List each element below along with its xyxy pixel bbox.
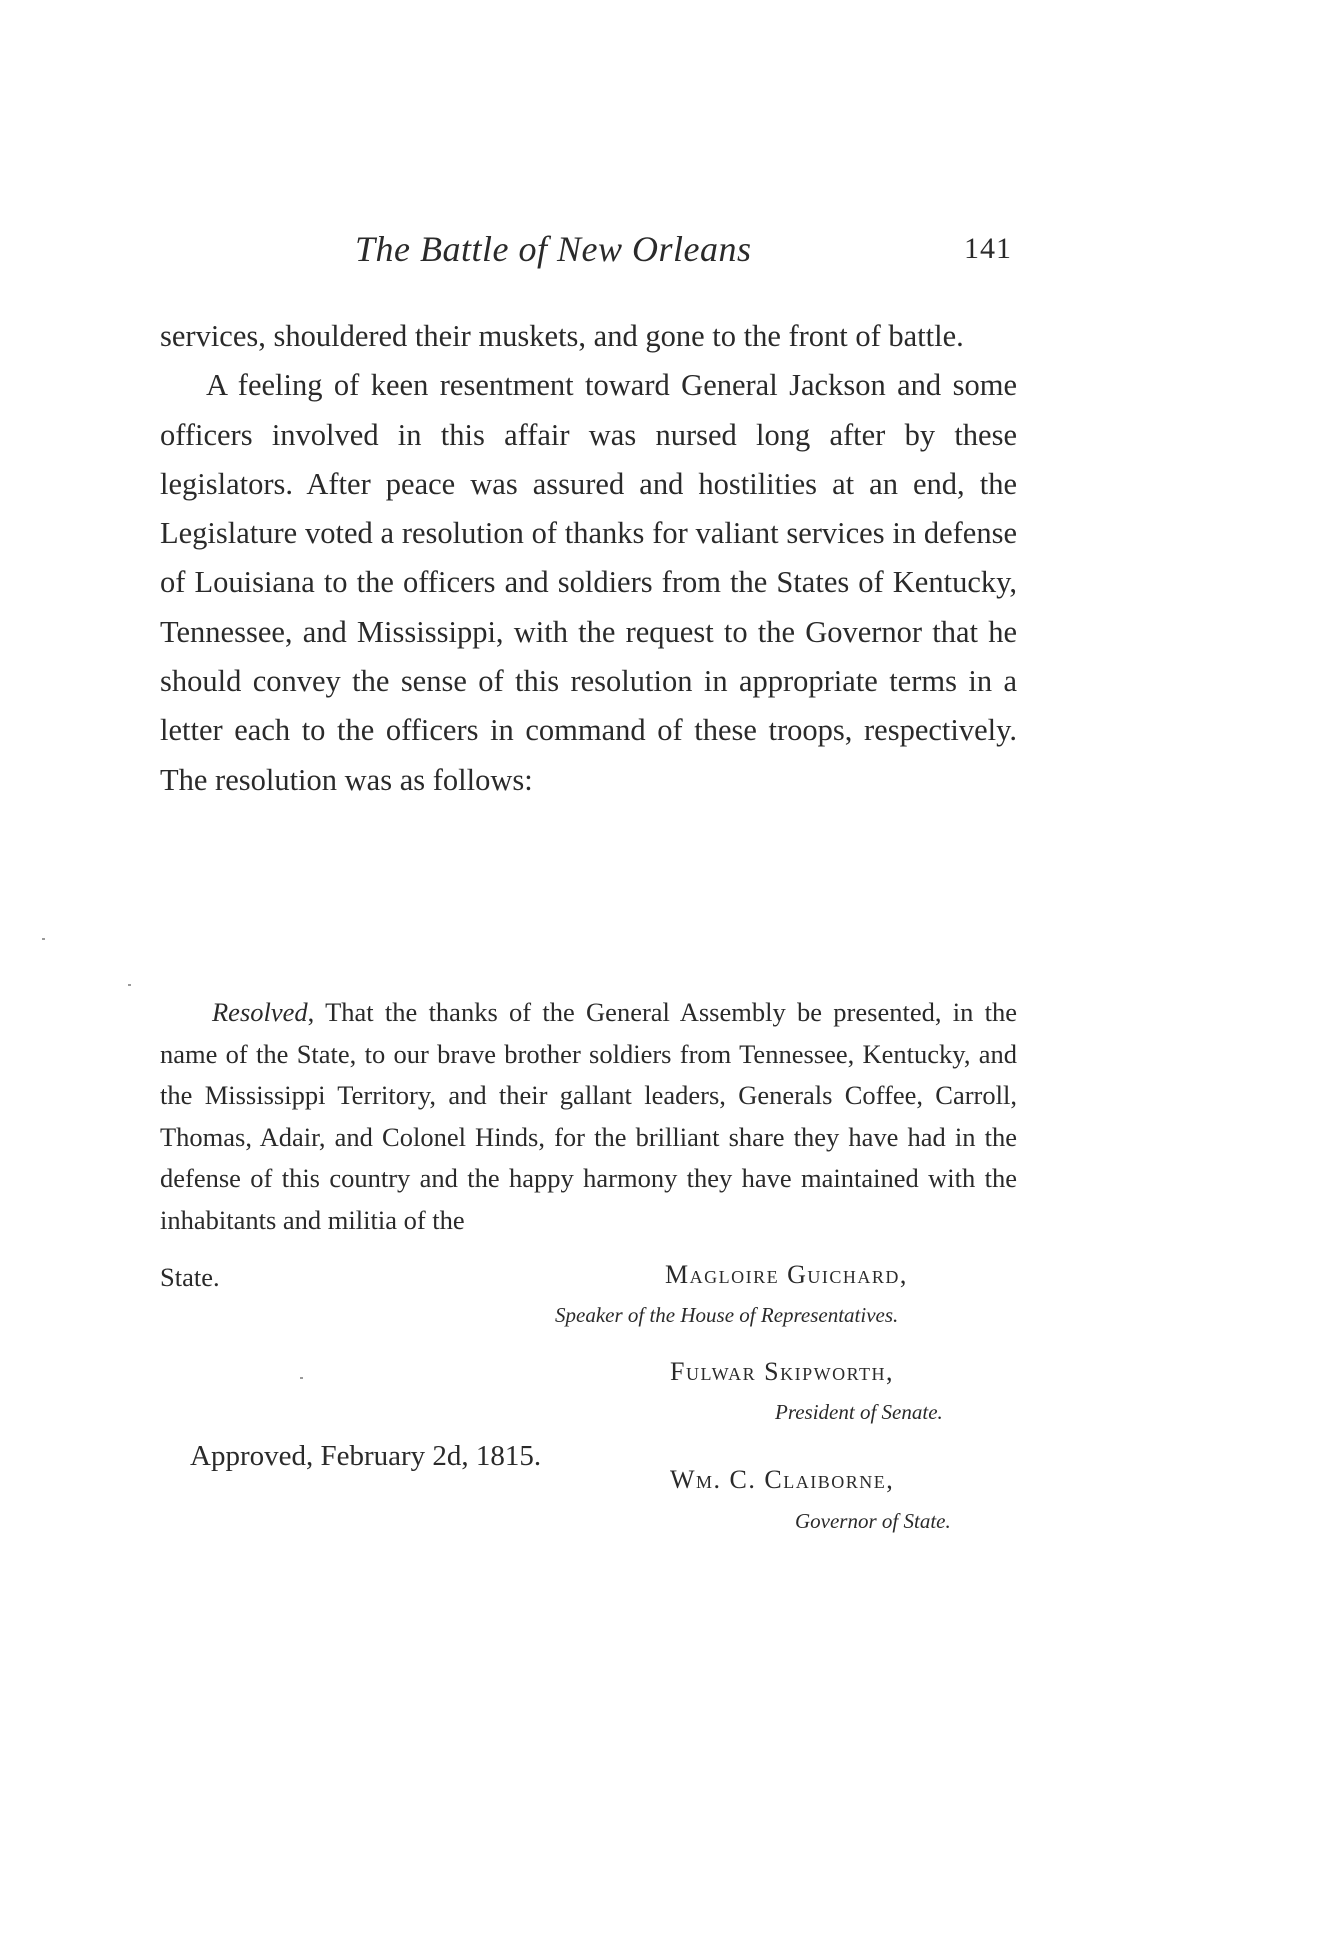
scan-speck (42, 938, 45, 940)
paragraph-continuation: services, shouldered their muskets, and gone to the front of battle. (160, 319, 964, 353)
resolution-last-word: State. (160, 1262, 220, 1292)
signatory-title: Speaker of the House of Representatives. (555, 1303, 899, 1327)
signatory-name: Fulwar Skipworth, (670, 1357, 894, 1386)
signatory-title: Governor of State. (795, 1509, 951, 1533)
signatory-name: Wm. C. Claiborne, (670, 1465, 895, 1494)
scan-speck (128, 984, 131, 986)
approval-date: Approved, February 2d, 1815. (190, 1440, 542, 1472)
scan-speck (300, 1377, 303, 1379)
paragraph-main: A feeling of keen resentment toward General Jackson and some officers involved in this affair was nursed long after by these legislators. After peace was assured and hostilities at an end, the Legislature voted a resolution of thanks for valiant services in defense of Louisiana to the officers and soldiers from the States of Kentucky, Tennessee, and Mississippi, with the request to the Governor that he should convey the sense of this resolution in appropriate terms in a letter each to the officers in command of these troops, respectively. The resolution was as follows: (160, 368, 1017, 797)
signatory-title: President of Senate. (775, 1400, 943, 1424)
running-head (160, 228, 1020, 278)
resolved-lead-word: Resolved (212, 997, 308, 1027)
resolution-quote (160, 992, 1017, 1241)
body-text (160, 312, 1017, 805)
signatory-name: Magloire Guichard, (665, 1260, 908, 1289)
running-title: The Battle of New Orleans (355, 229, 752, 269)
page-number: 141 (964, 232, 1012, 265)
resolution-text: , That the thanks of the General Assembly be presented, in the name of the State, to our brave brother soldiers from Tennessee, Kentucky, and the Mississippi Territory, and their gallant leaders, Generals Coffee, Carroll, Thomas, Adair, and Colonel Hinds, for the brilliant share they have had in the defense of this country and the happy harmony they have maintained with the inhabitants and militia of the (160, 997, 1017, 1235)
